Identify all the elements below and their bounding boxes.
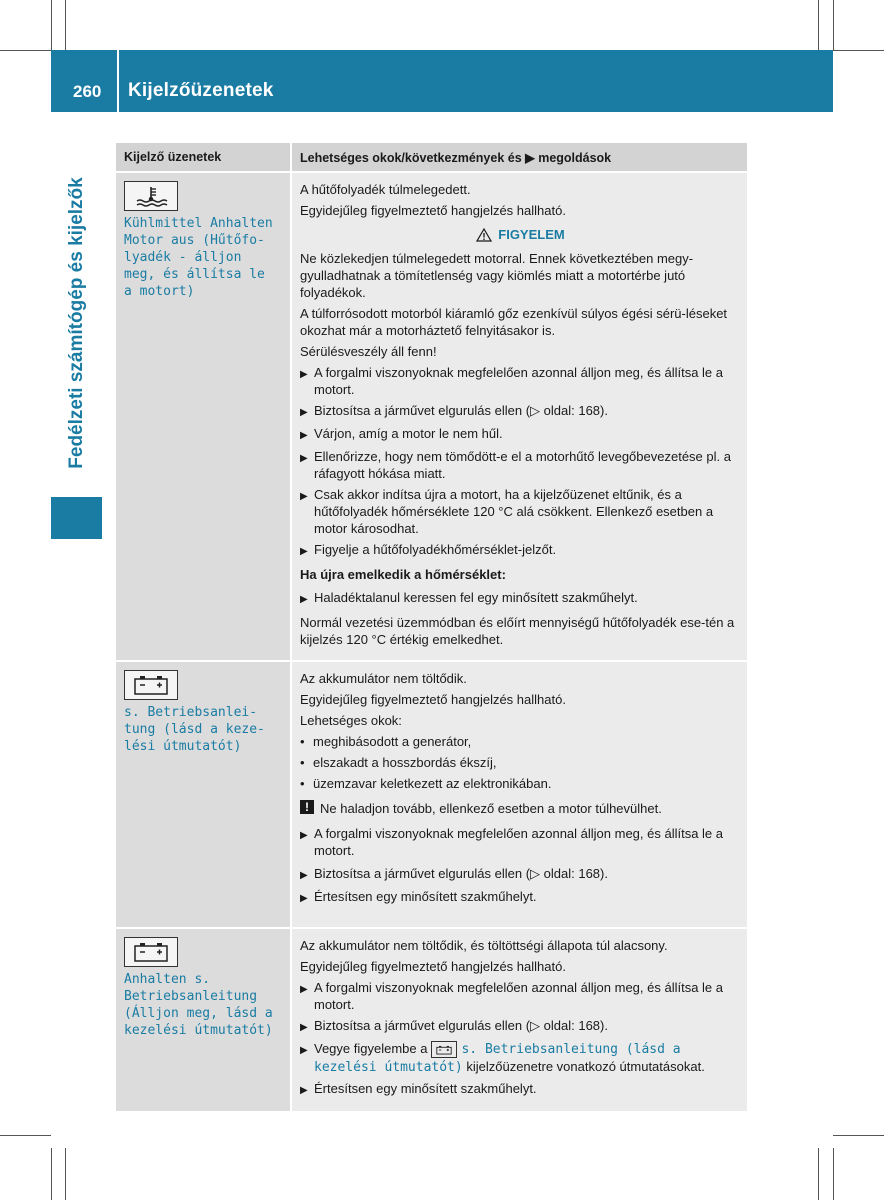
display-cell <box>116 929 290 1111</box>
crop-mark <box>65 1148 66 1200</box>
step-text: Vegye figyelembe a <box>314 1041 428 1056</box>
step-text: kijelzőüzenetre vonatkozó útmutatásokat. <box>466 1059 705 1075</box>
causes-cell <box>290 929 747 1111</box>
display-message-reference: s. Betriebsanleitung (lásd a kezelési útmutatót) <box>314 1042 681 1076</box>
action-step: ▶ Csak akkor indítsa újra a motort, ha a kijelzőüzenet eltűnik, és a hűtőfolyadék hőmérséklete 120 °C alá csökkent. Ellenkező esetben a motor károsodhat. <box>300 487 714 536</box>
battery-icon <box>431 1041 457 1058</box>
text-paragraph: Egyidejűleg figyelmeztető hangjelzés hallható. <box>300 203 566 218</box>
arrow-icon: ▶ <box>300 1085 308 1097</box>
text-paragraph: Lehetséges okok: <box>300 713 402 728</box>
action-step: ▶ Haladéktalanul keressen fel egy minősített szakműhelyt. <box>300 589 741 608</box>
arrow-icon: ▶ <box>300 453 308 464</box>
messages-table <box>116 143 747 1111</box>
causes-cell <box>290 173 747 660</box>
text-paragraph: Egyidejűleg figyelmeztető hangjelzés hallható. <box>300 959 566 974</box>
action-step: ▶ Ellenőrizze, hogy nem tömődött-e el a motorhűtő levegőbevezetése pl. a ráfagyott hókása miatt. <box>300 449 731 481</box>
battery-icon <box>124 937 178 967</box>
header-divider <box>117 50 119 112</box>
action-step: ▶ Biztosítsa a járművet elgurulás ellen (▷ oldal: 168). <box>300 865 741 884</box>
caution-note: ! Ne haladjon tovább, ellenkező esetben a motor túlhevülhet. <box>300 800 741 817</box>
crop-mark <box>0 1135 51 1136</box>
display-cell <box>116 173 290 660</box>
display-message: Anhalten s. Betriebsanleitung (Álljon meg, lásd a kezelési útmutatót) <box>124 972 273 1038</box>
warning-label: FIGYELEM <box>498 227 565 242</box>
display-message: s. Betriebsanlei- tung (lásd a keze- lési útmutatót) <box>124 705 265 754</box>
text-paragraph: Sérülésveszély áll fenn! <box>300 344 437 359</box>
arrow-icon: ▶ <box>300 430 308 441</box>
subheading: Ha újra emelkedik a hőmérséklet: <box>300 567 506 582</box>
action-step: ▶ Értesítsen egy minősített szakműhelyt. <box>300 1080 741 1099</box>
text-paragraph: A hűtőfolyadék túlmelegedett. <box>300 182 471 197</box>
action-step: ▶ Várjon, amíg a motor le nem hűl. <box>300 425 741 444</box>
crop-mark <box>65 0 66 50</box>
battery-icon <box>124 670 178 700</box>
page-title: Kijelzőüzenetek <box>128 80 274 101</box>
warning-heading <box>300 227 741 242</box>
table-row <box>116 660 747 927</box>
arrow-icon: ▶ <box>300 491 308 502</box>
crop-mark <box>833 1148 834 1200</box>
display-message: Kühlmittel Anhalten Motor aus (Hűtőfo- lyadék - álljon meg, és állítsa le a motort) <box>124 216 273 299</box>
cause-item: • üzemzavar keletkezett az elektronikában. <box>300 776 552 791</box>
arrow-icon: ▶ <box>300 870 308 881</box>
bullet-icon: • <box>300 776 305 791</box>
text-paragraph: Normál vezetési üzemmódban és előírt mennyiségű hűtőfolyadék ese-tén a kijelzés 120 °C értékig emelkedhet. <box>300 615 735 647</box>
chapter-tab <box>51 497 102 539</box>
crop-mark <box>833 1135 884 1136</box>
arrow-icon: ▶ <box>300 594 308 605</box>
column-header-messages: Kijelző üzenetek <box>124 150 222 164</box>
action-step: ▶ Értesítsen egy minősített szakműhelyt. <box>300 888 741 907</box>
action-step <box>300 1040 741 1076</box>
table-row <box>116 927 747 1111</box>
chapter-title: Fedélzeti számítógép és kijelzők <box>66 177 87 469</box>
crop-mark <box>818 0 819 50</box>
arrow-icon: ▶ <box>300 1022 308 1033</box>
arrow-icon: ▶ <box>300 893 308 904</box>
crop-mark <box>833 50 884 51</box>
arrow-icon: ▶ <box>300 830 308 841</box>
text-paragraph: A túlforrósodott motorból kiáramló gőz ezenkívül súlyos égési sérü-léseket okozhat már a motorháztető felnyitásakor is. <box>300 306 728 338</box>
coolant-temperature-icon <box>124 181 178 211</box>
crop-mark <box>51 1148 52 1200</box>
text-paragraph: Egyidejűleg figyelmeztető hangjelzés hallható. <box>300 692 566 707</box>
action-step: ▶ A forgalmi viszonyoknak megfelelően azonnal álljon meg, és állítsa le a motort. <box>300 365 724 397</box>
cause-item: • elszakadt a hosszbordás ékszíj, <box>300 755 497 770</box>
arrow-icon: ▶ <box>300 546 308 557</box>
crop-mark <box>833 0 834 50</box>
exclamation-icon: ! <box>300 800 314 814</box>
crop-mark <box>818 1148 819 1200</box>
arrow-icon: ▶ <box>300 984 308 995</box>
arrow-icon: ▶ <box>300 1045 308 1056</box>
warning-triangle-icon <box>476 228 492 242</box>
arrow-icon: ▶ <box>300 369 308 380</box>
bullet-icon: • <box>300 755 305 770</box>
action-step: ▶ A forgalmi viszonyoknak megfelelően azonnal álljon meg, és állítsa le a motort. <box>300 826 724 858</box>
causes-cell <box>290 662 747 927</box>
crop-mark <box>0 50 51 51</box>
action-step: ▶ Biztosítsa a járművet elgurulás ellen (▷ oldal: 168). <box>300 1017 741 1036</box>
bullet-icon: • <box>300 734 305 749</box>
crop-mark <box>51 0 52 50</box>
text-paragraph: Az akkumulátor nem töltődik, és töltöttségi állapota túl alacsony. <box>300 938 668 953</box>
arrow-icon: ▶ <box>300 407 308 418</box>
table-row <box>116 171 747 660</box>
text-paragraph: Ne közlekedjen túlmelegedett motorral. Ennek következtében megy-gyulladhatnak a tömítetlenség vagy kiömlés miatt a motortérbe jutó folyadékok. <box>300 251 694 300</box>
table-header <box>116 143 747 171</box>
column-header-causes: Lehetséges okok/következmények és ▶ megoldások <box>290 143 747 171</box>
action-step: ▶ Figyelje a hűtőfolyadékhőmérséklet-jelzőt. <box>300 541 741 560</box>
action-step: ▶ A forgalmi viszonyoknak megfelelően azonnal álljon meg, és állítsa le a motort. <box>300 980 724 1012</box>
text-paragraph: Az akkumulátor nem töltődik. <box>300 671 467 686</box>
action-step: ▶ Biztosítsa a járművet elgurulás ellen (▷ oldal: 168). <box>300 402 741 421</box>
page-number: 260 <box>73 82 102 101</box>
display-cell <box>116 662 290 927</box>
cause-item: • meghibásodott a generátor, <box>300 734 472 749</box>
